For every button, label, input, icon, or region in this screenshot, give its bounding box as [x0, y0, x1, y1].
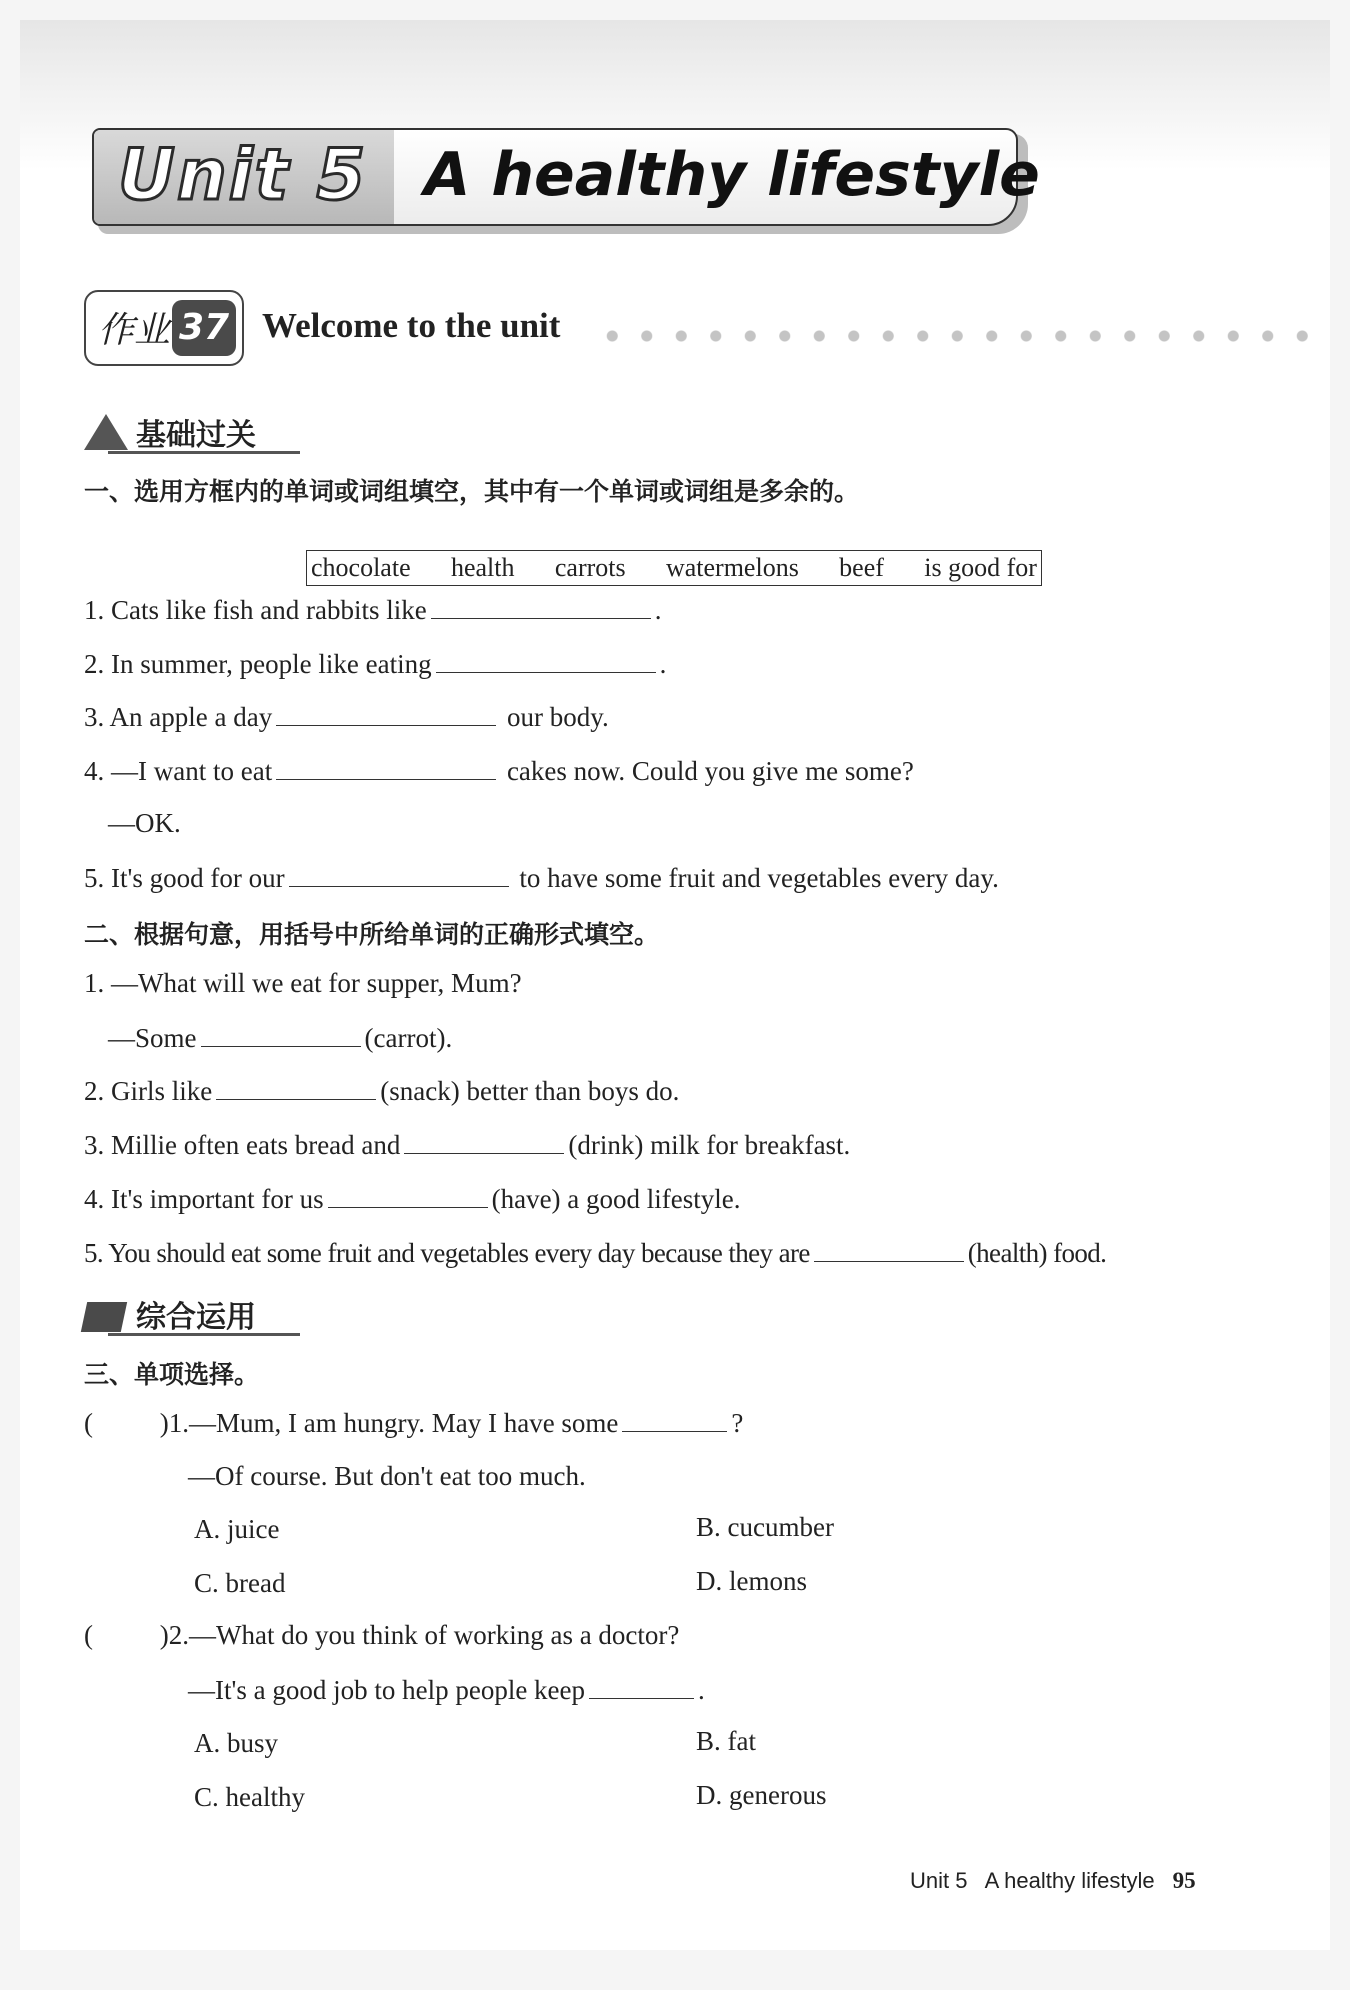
- part2-item-4: 4. It's important for us (have) a good lifestyle.: [84, 1181, 741, 1216]
- section-basic-title: 基础过关: [136, 418, 256, 453]
- page-footer: [910, 1868, 1196, 1894]
- section-basic-heading: [84, 410, 300, 454]
- part1-item-4: 4. —I want to eat cakes now. Could you give me some?: [84, 753, 914, 788]
- part1-item-4-reply: —OK.: [108, 808, 181, 838]
- unit-title: A healthy lifestyle: [424, 140, 1040, 210]
- dotted-divider: [595, 330, 1330, 342]
- section-comprehensive-title: 综合运用: [136, 1300, 256, 1335]
- part2-item-5: 5. You should eat some fruit and vegetables every day because they are (health) food.: [84, 1235, 1106, 1270]
- answer-paren-open: (: [84, 1620, 93, 1650]
- footer-text: Unit 5 A healthy lifestyle: [910, 1868, 1155, 1893]
- answer-blank[interactable]: [436, 646, 656, 673]
- option-a[interactable]: A. juice: [194, 1514, 280, 1544]
- answer-blank[interactable]: [589, 1672, 694, 1699]
- unit-label: Unit 5: [118, 134, 368, 216]
- part2-instruction: 二、根据句意，用括号中所给单词的正确形式填空。: [84, 920, 660, 949]
- answer-blank[interactable]: [404, 1127, 564, 1154]
- part3-instruction: 三、单项选择。: [84, 1360, 260, 1389]
- part2-item-3: 3. Millie often eats bread and (drink) milk for breakfast.: [84, 1127, 850, 1162]
- answer-bracket-space[interactable]: [104, 1618, 156, 1644]
- answer-blank[interactable]: [431, 592, 651, 619]
- triangle-icon: [84, 414, 128, 450]
- part1-item-3: 3. An apple a day our body.: [84, 699, 609, 734]
- word-option: health: [450, 553, 515, 582]
- section-comprehensive-heading: [84, 1292, 300, 1336]
- question-1: ( )1.—Mum, I am hungry. May I have some ?: [84, 1405, 743, 1440]
- question-1-reply: —Of course. But don't eat too much.: [188, 1461, 586, 1491]
- option-c[interactable]: C. bread: [194, 1568, 286, 1598]
- option-a[interactable]: A. busy: [194, 1728, 279, 1758]
- answer-blank[interactable]: [814, 1235, 964, 1262]
- word-option: chocolate: [311, 553, 411, 582]
- part1-item-5: 5. It's good for our to have some fruit and vegetables every day.: [84, 860, 999, 895]
- part2-item-1-reply: —Some (carrot).: [108, 1020, 452, 1055]
- part1-item-1: 1. Cats like fish and rabbits like .: [84, 592, 661, 627]
- answer-blank[interactable]: [201, 1020, 361, 1047]
- answer-blank[interactable]: [328, 1181, 488, 1208]
- word-option: watermelons: [665, 553, 799, 582]
- word-box: [306, 550, 1042, 586]
- answer-blank[interactable]: [216, 1073, 376, 1100]
- word-option: is good for: [924, 553, 1037, 582]
- homework-badge: [84, 290, 244, 366]
- page-number: 95: [1172, 1868, 1196, 1893]
- option-b[interactable]: B. cucumber: [696, 1512, 834, 1542]
- homework-number: 37: [172, 300, 236, 356]
- part1-item-2: 2. In summer, people like eating .: [84, 646, 666, 681]
- answer-blank[interactable]: [276, 699, 496, 726]
- question-2-reply: —It's a good job to help people keep .: [188, 1672, 705, 1707]
- option-d[interactable]: D. generous: [696, 1780, 827, 1810]
- workbook-page: [20, 20, 1330, 1950]
- option-d[interactable]: D. lemons: [696, 1566, 807, 1596]
- homework-label: 作业: [98, 310, 171, 351]
- answer-blank[interactable]: [622, 1405, 727, 1432]
- unit-banner: [92, 128, 1040, 226]
- answer-blank[interactable]: [289, 860, 509, 887]
- part1-instruction: 一、选用方框内的单词或词组填空，其中有一个单词或词组是多余的。: [84, 477, 860, 506]
- answer-paren-open: (: [84, 1408, 93, 1438]
- answer-bracket-space[interactable]: [104, 1406, 156, 1432]
- option-b[interactable]: B. fat: [696, 1726, 756, 1756]
- answer-blank[interactable]: [276, 753, 496, 780]
- word-option: beef: [839, 553, 884, 582]
- square-icon: [81, 1302, 127, 1332]
- option-c[interactable]: C. healthy: [194, 1782, 305, 1812]
- part2-item-1: 1. —What will we eat for supper, Mum?: [84, 968, 522, 998]
- lesson-title: Welcome to the unit: [262, 306, 561, 345]
- word-option: carrots: [554, 553, 626, 582]
- part2-item-2: 2. Girls like (snack) better than boys do.: [84, 1073, 679, 1108]
- question-2: ( )2.—What do you think of working as a doctor?: [84, 1620, 680, 1650]
